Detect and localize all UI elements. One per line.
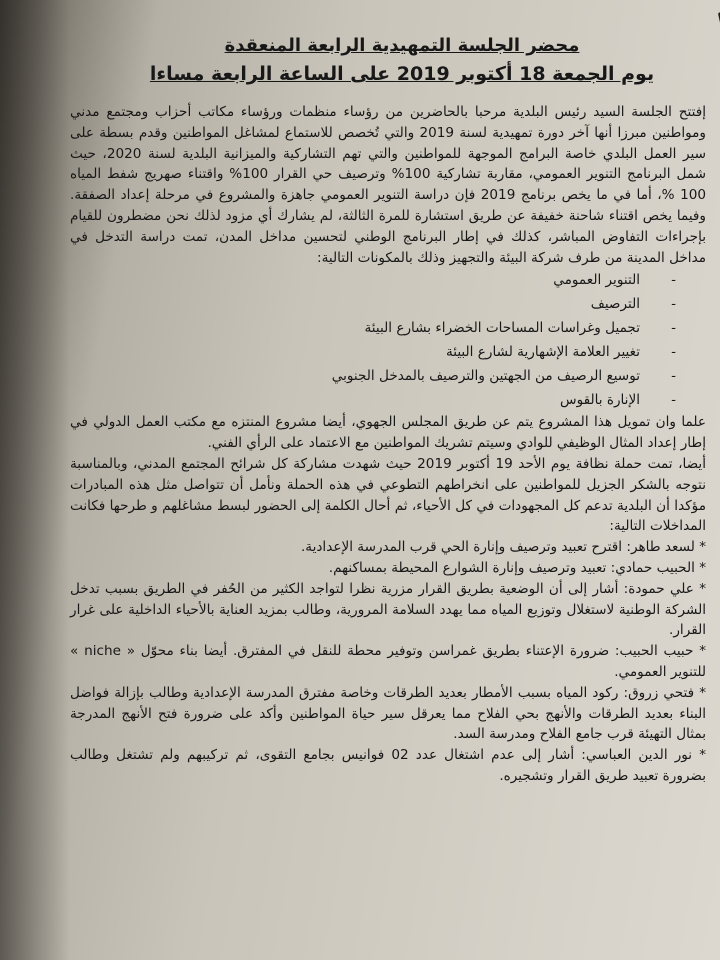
list-item: - تجميل وغراسات المساحات الخضراء بشارع البيئة: [70, 316, 676, 340]
document-page: [50, 0, 720, 960]
document-body: [70, 102, 706, 787]
components-list: [70, 268, 706, 412]
intro-paragraph: إفتتح الجلسة السيد رئيس البلدية مرحبا بالحاضرين من رؤساء منظمات ورؤساء مكاتب أحزاب ومجتمع مدني ومواطنين مبرزا أنها آخر دورة تمهيدية لسنة 2019 والتي تُخصص للاستماع لمشاغل المواطنين وقدم بسطة على سير العمل البلدي خاصة البرامج الموجهة للمواطنين والتي تهم التشاركية والميزانية البلدية لسنة 2020، حيث شمل البرنامج التنوير العمومي، مقاربة تشاركية 100% وترصيف حي القرار 100% واقتناء صهريج شفط المياه 100 %، أما في ما يخص برنامج 2019 فإن دراسة التنوير العمومي جاهزة والمشروع في مرحلة إعداد الصفقة. وفيما يخص اقتناء شاحنة خفيفة عن طريق استشارة للمرة الثالثة، لم يشارك أي مزود لذلك نحن مضطرون للقيام بإجراءات التفاوض المباشر، كذلك في إطار البرنامج الوطني لتحسين مداخل المدن، تمت دراسة التدخل في مداخل المدينة من طرف شركة البيئة والتجهيز وذلك بالمكونات التالية:: [70, 104, 707, 266]
intervention-item: * حبيب الحبيب: ضرورة الإعتناء بطريق غمراسن وتوفير محطة للنقل في المفترق. أيضا بناء محوّل « niche » للتنوير العمومي.: [70, 643, 706, 680]
list-item: - توسيع الرصيف من الجهتين والترصيف بالمدخل الجنوبي: [70, 364, 676, 388]
document-title: محضر الجلسة التمهيدية الرابعة المنعقدة: [224, 35, 580, 56]
intervention-item: * نور الدين العباسي: أشار إلى عدم اشتغال عدد 02 فوانيس بجامع التقوى، ثم تركيبهم ولم تشتغل وطالب بضرورة تعبيد طريق القرار وتشجيره.: [70, 747, 706, 784]
list-item: - تغيير العلامة الإشهارية لشارع البيئة: [70, 340, 676, 364]
intervention-item: * فتحي زروق: ركود المياه بسبب الأمطار بعديد الطرقات وخاصة مفترق المدرسة الإعدادية وطالب بإزالة فواضل البناء بعديد الطرقات والأنهج بحي الفلاح مما يعرقل سير حياة المواطنين وأكد على ضرورة فتح الأنهج المدرجة بمثال التهيئة قرب جامع الفلاح ومدرسة السد.: [70, 684, 706, 743]
document-subtitle-date: يوم الجمعة 18 أكتوبر 2019 على الساعة الرابعة مساءا: [149, 63, 655, 85]
intervention-item: * علي حمودة: أشار إلى أن الوضعية بطريق القرار مزرية نظرا لتواجد الكثير من الحُفر في الطريق بسبب تدخل الشركة الوطنية لاستغلال وتوزيع المياه مما يهدد السلامة المرورية، وطالب بمزيد العناية بالأحياء الداخلية على غرار القرار.: [70, 580, 706, 639]
list-item: - التنوير العمومي: [70, 268, 676, 292]
funding-paragraph: علما وان تمويل هذا المشروع يتم عن طريق المجلس الجهوي، أيضا مشروع المنتزه مع مكتب العمل الدولي في إطار إعداد المثال الوظيفي للوادي وسيتم تشريك المواطنين مع الاعتماد على الرأي الفني.: [70, 414, 706, 452]
intervention-item: * لسعد طاهر: اقترح تعبيد وترصيف وإنارة الحي قرب المدرسة الإعدادية.: [300, 539, 706, 556]
list-item: - الترصيف: [70, 292, 676, 316]
list-item: - الإنارة بالقوس: [70, 388, 676, 412]
intervention-item: * الحبيب حمادي: تعبيد وترصيف وإنارة الشوارع المحيطة بمساكنهم.: [328, 559, 706, 576]
cleaning-paragraph: أيضا، تمت حملة نظافة يوم الأحد 19 أكتوبر 2019 حيث شهدت مشاركة كل شرائح المجتمع المدني، وبالمناسبة نتوجه بالشكر الجزيل للمواطنين على انخراطهم التطوعي في هذه الحملة ونأمل أن تتواصل مثل هذه المبادرات مؤكدا أن البلدية تدعم كل المجهودات في كل الأحياء، ثم أحال الكلمة إلى الحضور لبسط مشاغلهم و طرحها فكانت المداخلات التالية:: [70, 455, 706, 535]
